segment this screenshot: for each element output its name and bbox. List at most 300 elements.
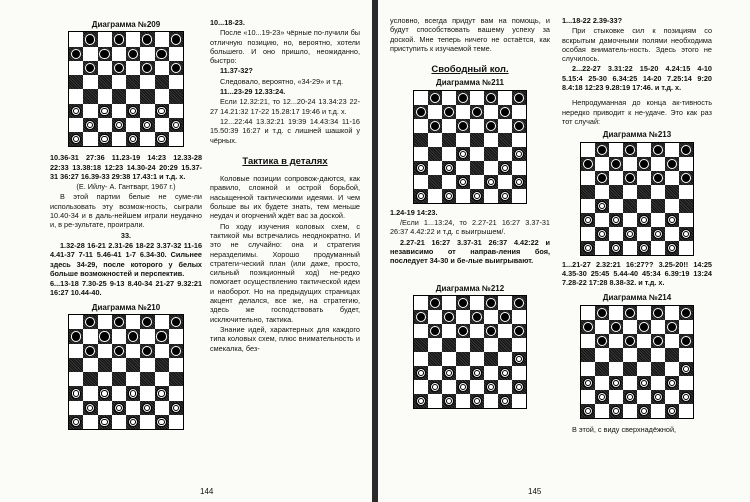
black-checker [430,298,440,308]
moves-text: 2.27-21 16:27 3.37-31 26:37 4.42:22 и независимо от направ-ления боя, последует 34-30 и бе-лые выигрывают. [390,237,550,266]
dark-square [442,133,456,147]
black-checker [625,145,635,155]
dark-square [581,348,595,362]
light-square [428,366,442,380]
white-checker [472,191,482,201]
dark-square [428,352,442,366]
dark-square [623,171,637,185]
white-checker [514,354,524,364]
moves-text: 11.37-32? [220,66,253,76]
light-square [428,105,442,119]
light-square [498,91,512,105]
paragraph: По ходу изучения коловых схем, с тактикой мы встречались неоднократно. И это не случайно: она и стратегия неразделимы. Хорошо продуманный стратеги-ческий план (или даже, просто, сильный позиционный ход) не-редко помогает осуществлению тактической идеи и наоборот. Но на предыдущих страницах акцент делался, все же, на стратегию, здесь же господствовать будет, исключительно, тактика. [210,221,360,324]
white-checker [128,417,138,427]
dark-square [623,334,637,348]
dark-square [637,213,651,227]
paragraph: Коловые позиции сопровож-даются, как правило, сложной и острой борьбой, насыщенной тактическими идеями. И чем больше вы их будете знать, тем меньше неудач и огорчений ждёт вас за доской. [210,174,360,221]
white-checker [156,106,166,116]
white-checker [99,134,109,144]
light-square [456,310,470,324]
white-checker [514,149,524,159]
white-checker [583,243,593,253]
dark-square [665,213,679,227]
dark-square [456,147,470,161]
dark-square [169,315,183,329]
dark-square [665,185,679,199]
dark-square [98,132,112,146]
dark-square [456,380,470,394]
dark-square [98,415,112,429]
light-square [169,415,183,429]
light-square [112,415,126,429]
light-square [623,185,637,199]
white-checker [667,243,677,253]
diagram-210-board [68,314,184,430]
light-square [679,320,693,334]
light-square [665,306,679,320]
light-square [665,171,679,185]
dark-square [470,338,484,352]
dark-square [609,320,623,334]
black-checker [128,49,138,59]
dark-square [498,133,512,147]
light-square [140,329,154,343]
light-square [498,296,512,310]
black-checker [171,346,181,356]
dark-square [609,376,623,390]
dark-square [456,324,470,338]
dark-square [581,376,595,390]
paragraph: В этой, с виду сверхнадёжной, [572,424,677,434]
light-square [442,324,456,338]
dark-square [623,390,637,404]
black-checker [514,326,524,336]
dark-square [155,329,169,343]
light-square [112,47,126,61]
light-square [470,380,484,394]
light-square [651,404,665,418]
dark-square [651,334,665,348]
light-square [637,362,651,376]
white-checker [597,201,607,211]
white-checker [681,229,691,239]
dark-square [595,143,609,157]
light-square [470,324,484,338]
light-square [83,132,97,146]
light-square [581,306,595,320]
light-square [169,47,183,61]
dark-square [98,329,112,343]
dark-square [679,390,693,404]
black-checker [583,159,593,169]
paragraph: /Если 1...13:24, то 2.27-21 16:27 3.37-31 26:37 4.42:22 и т.д. с выигрышем/. [390,218,550,237]
dark-square [512,175,526,189]
light-square [595,376,609,390]
dark-square [442,189,456,203]
light-square [484,310,498,324]
dark-square [651,199,665,213]
light-square [414,324,428,338]
black-checker [681,308,691,318]
light-square [581,334,595,348]
section-heading-free-kol: Свободный кол. [431,64,509,76]
light-square [442,380,456,394]
light-square [609,143,623,157]
moves-text: 1.32-28 16-21 2.31-26 18-22 3.37-32 11-16 4.41-37 7-11 5.46-41 1-7 6.34-30. Сильнее здесь 34-29, после которого у белых больше возможностей и перспектив. [50,240,202,278]
black-checker [486,326,496,336]
moves-text: 11...23-29 12.33:24. [220,87,286,97]
light-square [595,241,609,255]
light-square [155,315,169,329]
paragraph: условно, всегда придут вам на помощь, и будут способствовать вашему успеху за доской. Мне теперь ничего не остаётся, как приступить к изучаемой теме. [390,16,550,53]
white-checker [667,378,677,388]
white-checker [156,134,166,144]
white-checker [71,134,81,144]
black-checker [430,121,440,131]
dark-square [155,132,169,146]
dark-square [112,344,126,358]
dark-square [679,143,693,157]
dark-square [651,306,665,320]
dark-square [414,366,428,380]
moves-text: 6...13-18 7.30-25 9-13 8.40-34 21-27 9.32:21 16:27 10.44-40. [50,279,202,298]
light-square [428,133,442,147]
white-checker [486,382,496,392]
light-square [637,334,651,348]
dark-square [512,380,526,394]
light-square [609,306,623,320]
dark-square [126,358,140,372]
light-square [140,386,154,400]
black-checker [416,312,426,322]
dark-square [83,401,97,415]
light-square [595,404,609,418]
dark-square [414,105,428,119]
dark-square [637,320,651,334]
light-square [623,376,637,390]
light-square [470,91,484,105]
dark-square [665,348,679,362]
dark-square [83,315,97,329]
black-checker [653,145,663,155]
dark-square [623,143,637,157]
black-checker [597,173,607,183]
right-column-2 [562,16,712,435]
black-checker [500,107,510,117]
light-square [484,189,498,203]
dark-square [609,185,623,199]
light-square [512,189,526,203]
light-square [456,338,470,352]
light-square [126,344,140,358]
light-square [609,171,623,185]
dark-square [581,320,595,334]
diagram-210-title: Диаграмма №210 [91,302,161,312]
dark-square [512,296,526,310]
dark-square [595,390,609,404]
dark-square [609,157,623,171]
dark-square [140,89,154,103]
dark-square [442,338,456,352]
dark-square [484,119,498,133]
light-square [169,386,183,400]
black-checker [625,336,635,346]
diagram-214-board [580,305,694,419]
light-square [69,89,83,103]
light-square [665,362,679,376]
black-checker [653,336,663,346]
white-checker [430,382,440,392]
black-checker [114,346,124,356]
light-square [414,380,428,394]
dark-square [112,372,126,386]
white-checker [611,378,621,388]
white-checker [500,368,510,378]
dark-square [155,47,169,61]
dark-square [484,296,498,310]
black-checker [681,336,691,346]
dark-square [140,32,154,46]
white-checker [128,134,138,144]
dark-square [83,118,97,132]
dark-square [98,75,112,89]
light-square [651,213,665,227]
light-square [83,75,97,89]
dark-square [595,227,609,241]
dark-square [484,147,498,161]
dark-square [414,161,428,175]
black-checker [514,298,524,308]
light-square [112,75,126,89]
moves-text: 1...21-27 2.32:21 16:27?? 3.25-20!! 14:25 4.35-30 25:45 5.44-40 45:34 6.39:19 13:24 7.28-22 17:28 8.38-32. и т.д. х. [562,259,712,288]
light-square [498,119,512,133]
dark-square [112,401,126,415]
black-checker [639,159,649,169]
dark-square [595,199,609,213]
dark-square [428,380,442,394]
diagram-212-board [413,295,527,409]
black-checker [486,93,496,103]
light-square [637,306,651,320]
left-page [0,0,372,502]
black-checker [142,34,152,44]
dark-square [155,75,169,89]
moves-text: 10.36-31 27:36 11.23-19 14:23 12.33-28 22:33 13.38:18 12:23 14.30-24 20:29 15.37-31 36:27 16.39-33 29:38 17.43:1 и т.д. х. [50,153,202,181]
light-square [456,394,470,408]
light-square [651,320,665,334]
light-square [512,161,526,175]
paragraph: Непродуманная до конца ак-тивность нередко приводит к не-удаче. Это как раз тот случай: [562,98,712,126]
white-checker [625,392,635,402]
dark-square [484,91,498,105]
black-checker [681,145,691,155]
dark-square [512,119,526,133]
black-checker [114,34,124,44]
light-square [169,75,183,89]
dark-square [140,118,154,132]
dark-square [456,119,470,133]
light-square [595,185,609,199]
dark-square [609,241,623,255]
black-checker [458,298,468,308]
dark-square [442,161,456,175]
light-square [679,376,693,390]
dark-square [498,161,512,175]
dark-square [428,324,442,338]
dark-square [498,338,512,352]
dark-square [69,415,83,429]
light-square [679,241,693,255]
light-square [637,143,651,157]
paragraph: Если 12.32:21, то 12...20-24 13.34:23 22-27 14.21:32 17-22 15.28:17 19:46 и т.д. х. [210,97,360,116]
right-column-1 [390,16,550,409]
light-square [112,329,126,343]
dark-square [112,118,126,132]
white-checker [444,396,454,406]
white-checker [514,382,524,392]
white-checker [156,388,166,398]
black-checker [156,49,166,59]
dark-square [414,394,428,408]
dark-square [112,315,126,329]
white-checker [611,406,621,416]
dark-square [623,227,637,241]
light-square [112,104,126,118]
dark-square [595,334,609,348]
white-checker [681,392,691,402]
light-square [112,358,126,372]
light-square [581,143,595,157]
dark-square [637,241,651,255]
black-checker [171,317,181,327]
black-checker [500,312,510,322]
light-square [470,147,484,161]
light-square [637,171,651,185]
dark-square [69,329,83,343]
dark-square [470,366,484,380]
dark-square [83,89,97,103]
dark-square [609,404,623,418]
dark-square [155,386,169,400]
white-checker [458,382,468,392]
dark-square [470,133,484,147]
dark-square [169,89,183,103]
dark-square [126,47,140,61]
dark-square [69,47,83,61]
light-square [623,348,637,362]
dark-square [581,241,595,255]
dark-square [140,401,154,415]
light-square [651,241,665,255]
light-square [140,47,154,61]
moves-text: 1...18-22 2.39-33? [562,16,623,25]
light-square [512,133,526,147]
dark-square [140,61,154,75]
black-checker [71,331,81,341]
light-square [140,415,154,429]
light-square [98,315,112,329]
light-square [470,296,484,310]
dark-square [623,306,637,320]
light-square [442,352,456,366]
black-checker [71,49,81,59]
paragraph: Знание идей, характерных для каждого типа коловых схем, плюс внимательность и смекалка, без- [210,324,360,353]
light-square [69,344,83,358]
white-checker [639,406,649,416]
dark-square [595,171,609,185]
white-checker [681,364,691,374]
black-checker [171,63,181,73]
dark-square [126,104,140,118]
light-square [456,189,470,203]
dark-square [428,296,442,310]
white-checker [500,396,510,406]
dark-square [651,143,665,157]
light-square [581,390,595,404]
black-checker [99,49,109,59]
dark-square [498,189,512,203]
black-checker [458,93,468,103]
light-square [581,362,595,376]
light-square [484,338,498,352]
white-checker [171,120,181,130]
black-checker [667,322,677,332]
light-square [69,315,83,329]
left-column-1 [50,20,202,430]
black-checker [171,34,181,44]
white-checker [625,229,635,239]
dark-square [155,415,169,429]
white-checker [142,403,152,413]
white-checker [416,163,426,173]
dark-square [512,352,526,366]
dark-square [428,91,442,105]
light-square [665,227,679,241]
light-square [155,118,169,132]
white-checker [472,368,482,378]
black-checker [156,331,166,341]
dark-square [484,175,498,189]
black-checker [681,173,691,183]
light-square [442,175,456,189]
dark-square [470,394,484,408]
light-square [428,161,442,175]
dark-square [470,189,484,203]
dark-square [679,227,693,241]
black-checker [597,336,607,346]
light-square [498,352,512,366]
light-square [140,75,154,89]
light-square [126,315,140,329]
paragraph: В этой партии белые не суме-ли использовать эту возмож-ность, сыграли 10.40-34 и в даль-нейшем играли неудачно и, в ре-зультате, проиграли. [50,192,202,230]
black-checker [85,317,95,327]
dark-square [69,75,83,89]
white-checker [583,406,593,416]
light-square [126,89,140,103]
light-square [679,213,693,227]
white-checker [458,177,468,187]
dark-square [69,132,83,146]
light-square [470,119,484,133]
white-checker [653,229,663,239]
white-checker [99,106,109,116]
black-checker [653,173,663,183]
moves-text: 2...22-27 3.31:22 15-20 4.24:15 4-10 5.15:4 25-30 6.34:25 14-20 7.25:14 9:20 8.4:18 12:23 9.28:19 17:46. и т.д. х. [562,64,712,93]
dark-square [126,75,140,89]
black-checker [611,159,621,169]
diagram-211-title: Диаграмма №211 [436,78,504,88]
dark-square [83,32,97,46]
